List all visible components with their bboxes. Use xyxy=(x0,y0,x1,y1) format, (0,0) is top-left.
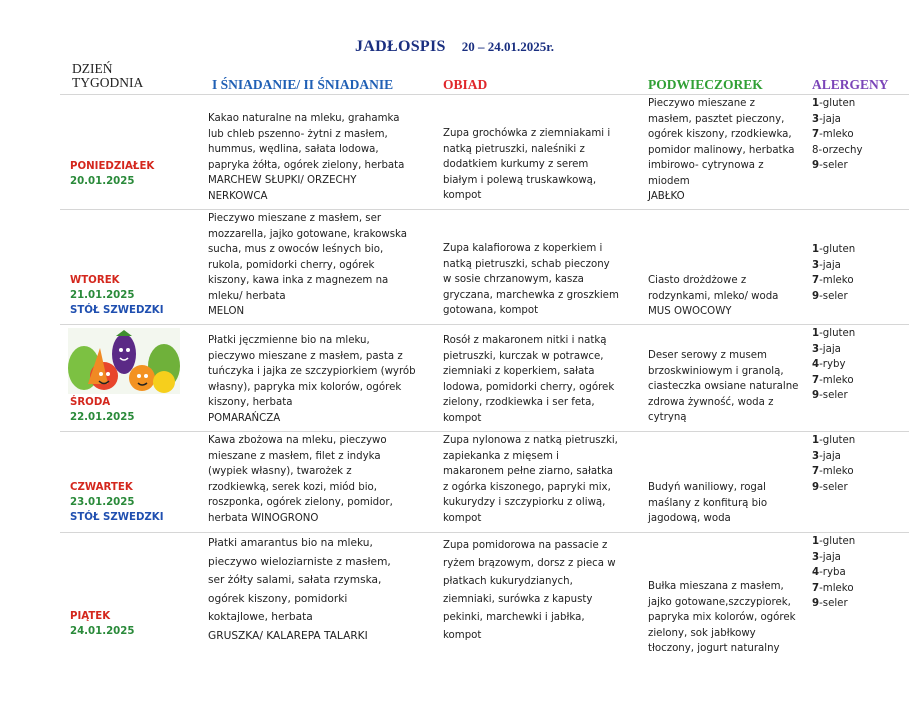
breakfast-cell xyxy=(208,333,418,426)
title-dates: 20 – 24.01.2025r. xyxy=(461,39,555,54)
menu-line: lodowa, pomidorki cherry, ogórek xyxy=(443,381,615,393)
allergen-item: 7-mleko xyxy=(812,582,854,594)
menu-line: hummus, wędlina, sałata lodowa, xyxy=(208,144,379,155)
menu-line: MELON xyxy=(208,306,245,317)
menu-line: Płatki amarantus bio na mleku, xyxy=(208,537,373,549)
table-header xyxy=(60,62,909,95)
lunch-cell xyxy=(443,333,631,426)
day-cell xyxy=(70,273,195,318)
header-day xyxy=(72,62,143,90)
menu-line: cytryną xyxy=(648,412,687,423)
allergen-item: 1-gluten xyxy=(812,98,856,109)
snack-cell xyxy=(648,579,806,657)
day-extra: STÓŁ SZWEDZKI xyxy=(70,305,164,316)
menu-line: rukola, pomidorki cherry, ogórek xyxy=(208,259,375,271)
menu-line: z ogórka kiszonego, papryki mix, xyxy=(443,481,611,493)
menu-line: Bułka mieszana z masłem, xyxy=(648,581,784,592)
allergen-item: 1-gluten xyxy=(812,435,856,446)
menu-line: MARCHEW SŁUPKI/ ORZECHY xyxy=(208,175,357,186)
allergen-item: 1-gluten xyxy=(812,536,856,547)
menu-line: Pieczywo mieszane z xyxy=(648,98,756,109)
menu-line: kompot xyxy=(443,412,482,424)
menu-line: ogórek kiszony, pomidorki xyxy=(208,592,348,605)
menu-line: ogórek kiszony, rzodkiewka, xyxy=(648,129,792,140)
menu-line: ryżem brązowym, dorsz z pieca w xyxy=(443,558,616,569)
snack-cell xyxy=(648,273,806,320)
menu-line: Zupa grochówka z ziemniakami i xyxy=(443,128,611,139)
menu-line: pomidor malinowy, herbatka xyxy=(648,144,795,156)
allergen-item: 7-mleko xyxy=(812,129,854,140)
menu-line: w sosie chrzanowym, kasza xyxy=(443,274,584,285)
menu-line: NERKOWCA xyxy=(208,190,268,202)
snack-cell xyxy=(648,480,806,527)
lunch-cell xyxy=(443,241,631,319)
menu-line: kiszony, kawa inka z magnezem na xyxy=(208,275,389,286)
menu-line: papryka żółta, ogórek zielony, herbata xyxy=(208,159,405,171)
allergen-item: 7-mleko xyxy=(812,374,854,386)
allergen-item: 9-seler xyxy=(812,390,848,401)
allergen-item: 3-jaja xyxy=(812,551,841,563)
menu-line: tuńczyka i jajka ze szczypiorkiem (wyrób xyxy=(208,366,416,377)
day-date: 21.01.2025 xyxy=(70,290,135,301)
day-row-tuesday xyxy=(60,210,909,325)
day-extra: STÓŁ SZWEDZKI xyxy=(70,512,164,523)
day-name: PIĄTEK xyxy=(70,611,111,622)
menu-line: GRUSZKA/ KALAREPA TALARKI xyxy=(208,629,368,642)
breakfast-cell xyxy=(208,111,418,204)
menu-line: Rosół z makaronem nitki i natką xyxy=(443,335,607,346)
day-cell xyxy=(70,609,195,639)
allergen-item: 9-seler xyxy=(812,598,848,609)
vegetables-illustration xyxy=(68,328,180,394)
day-name: WTOREK xyxy=(70,275,120,286)
menu-line: Budyń waniliowy, rogal xyxy=(648,482,766,493)
menu-line: masłem, pasztet pieczony, xyxy=(648,113,785,125)
allergen-item: 9-seler xyxy=(812,481,848,493)
breakfast-cell xyxy=(208,534,418,645)
menu-line: zielony, rzodkiewka i ser feta, xyxy=(443,397,595,408)
menu-line: kompot xyxy=(443,630,482,641)
menu-line: mieszane z masłem, filet z indyka xyxy=(208,450,381,462)
allergen-item: 1-gluten xyxy=(812,328,856,339)
breakfast-cell xyxy=(208,433,418,526)
menu-line: ziemniaki z koperkiem, sałata xyxy=(443,366,595,377)
allergen-item: 8-orzechy xyxy=(812,144,863,156)
allergens-cell xyxy=(812,96,902,174)
menu-line: papryka mix kolorów, ogórek xyxy=(648,612,796,623)
allergens-cell xyxy=(812,326,902,404)
menu-line: jajko gotowane,szczypiorek, xyxy=(648,596,791,608)
orange-pepper-icon xyxy=(129,365,155,391)
menu-line: rzodkiewką, serek kozi, miód bio, xyxy=(208,481,378,493)
menu-line: pieczywo wieloziarniste z masłem, xyxy=(208,555,391,568)
menu-line: Zupa kalafiorowa z koperkiem i xyxy=(443,243,603,254)
menu-line: pekinki, marchewki i jabłka, xyxy=(443,612,585,623)
menu-line: białym i polewą truskawkową, xyxy=(443,174,597,186)
day-date: 22.01.2025 xyxy=(70,412,135,423)
day-name: CZWARTEK xyxy=(70,482,133,493)
menu-line: własny), papryka mix kolorów, ogórek xyxy=(208,381,402,393)
allergens-cell xyxy=(812,534,902,612)
menu-line: roszponka, ogórek zielony, pomidor, xyxy=(208,497,393,508)
day-name: ŚRODA xyxy=(70,397,111,408)
menu-line: Ciasto drożdżowe z xyxy=(648,275,747,286)
title-main: JADŁOSPIS xyxy=(354,38,446,55)
menu-line: herbata WINOGRONO xyxy=(208,512,319,524)
allergen-item: 7-mleko xyxy=(812,275,854,286)
menu-line: ziemniaki, surówka z kapusty xyxy=(443,594,593,605)
menu-line: jagodową, woda xyxy=(648,513,731,524)
menu-line: MUS OWOCOWY xyxy=(648,306,732,317)
day-date: 24.01.2025 xyxy=(70,626,135,637)
menu-line: maślany z konfiturą bio xyxy=(648,497,768,509)
header-lunch: OBIAD xyxy=(443,77,488,92)
day-row-friday xyxy=(60,533,909,663)
menu-line: rodzynkami, mleko/ woda xyxy=(648,290,779,302)
day-row-monday xyxy=(60,95,909,210)
header-allergens: ALERGENY xyxy=(812,77,889,92)
menu-line: dodatkiem kurkumy z serem xyxy=(443,159,589,170)
menu-line: tłoczony, jogurt naturalny xyxy=(648,643,780,654)
menu-line: Kakao naturalne na mleku, grahamka xyxy=(208,113,400,124)
day-name: PONIEDZIAŁEK xyxy=(70,161,155,172)
menu-line: kompot xyxy=(443,190,482,201)
menu-line: Kawa zbożowa na mleku, pieczywo xyxy=(208,435,387,446)
day-row-thursday xyxy=(60,432,909,533)
day-cell xyxy=(70,480,195,525)
menu-line: Deser serowy z musem xyxy=(648,350,767,361)
menu-line: koktajlowe, herbata xyxy=(208,611,313,623)
day-cell xyxy=(70,159,195,189)
menu-line: brzoskwiniowym i granolą, xyxy=(648,365,784,377)
menu-line: gryczana, marchewka z groszkiem xyxy=(443,289,619,301)
menu-line: makaronem pełne ziarno, sałatka xyxy=(443,466,614,477)
header-breakfast: I ŚNIADANIE/ II ŚNIADANIE xyxy=(212,77,394,92)
allergen-item: 3-jaja xyxy=(812,259,841,271)
allergen-item: 7-mleko xyxy=(812,466,854,477)
header-snack: PODWIECZOREK xyxy=(648,77,763,92)
menu-line: mleku/ herbata xyxy=(208,290,286,302)
menu-line: kompot xyxy=(443,512,482,524)
menu-line: zapiekanka z mięsem i xyxy=(443,450,559,462)
menu-line: imbirowo- cytrynowa z xyxy=(648,160,764,171)
menu-line: miodem xyxy=(648,175,690,187)
allergen-item: 9-seler xyxy=(812,160,848,171)
menu-line: Zupa nylonowa z natką pietruszki, xyxy=(443,435,618,446)
menu-line: Pieczywo mieszane z masłem, ser xyxy=(208,213,382,224)
header-day-line2: TYGODNIA xyxy=(72,75,144,90)
day-cell xyxy=(70,395,195,425)
day-date: 23.01.2025 xyxy=(70,497,135,508)
menu-line: natką pietruszki, schab pieczony xyxy=(443,258,610,270)
menu-line: płatkach kukurydzianych, xyxy=(443,576,573,587)
allergen-item: 3-jaja xyxy=(812,113,841,125)
menu-line: POMARAŃCZA xyxy=(208,412,281,424)
lunch-cell xyxy=(443,433,631,526)
allergen-item: 4-ryby xyxy=(812,359,846,370)
menu-line: mozzarella, jajko gotowane, krakowska xyxy=(208,228,408,240)
day-date: 20.01.2025 xyxy=(70,176,135,187)
menu-line: kiszony, herbata xyxy=(208,397,293,408)
menu-line: kukurydzy i szczypiorku z oliwą, xyxy=(443,497,606,508)
lunch-cell xyxy=(443,537,631,645)
allergen-item: 4-ryba xyxy=(812,567,846,578)
menu-line: natką pietruszki, naleśniki z xyxy=(443,143,585,155)
menu-line: gotowana, kompot xyxy=(443,305,539,316)
menu-title xyxy=(0,38,909,56)
menu-line: pietruszki, kurczak w potrawce, xyxy=(443,350,604,362)
allergens-cell xyxy=(812,242,902,304)
menu-line: zdrowa żywność, woda z xyxy=(648,396,774,408)
snack-cell xyxy=(648,96,806,205)
menu-line: pieczywo mieszane z masłem, pasta z xyxy=(208,350,403,362)
header-day-line1: DZIEŃ xyxy=(72,61,113,76)
menu-line: lub chleb pszenno- żytni z masłem, xyxy=(208,128,388,140)
yellow-pepper-icon xyxy=(153,371,175,393)
menu-line: (wypiek własny), twarożek z xyxy=(208,466,352,477)
menu-line: ciasteczka owsiane naturalne xyxy=(648,381,799,392)
day-row-wednesday xyxy=(60,325,909,432)
menu-line: Zupa pomidorowa na passacie z xyxy=(443,540,608,551)
menu-line: ser żółty salami, sałata rzymska, xyxy=(208,574,382,586)
allergen-item: 9-seler xyxy=(812,290,848,302)
menu-line: sucha, mus z owoców leśnych bio, xyxy=(208,244,384,255)
allergens-cell xyxy=(812,433,902,495)
allergen-item: 1-gluten xyxy=(812,244,856,255)
allergen-item: 3-jaja xyxy=(812,450,841,462)
eggplant-icon xyxy=(112,334,136,374)
menu-line: Płatki jęczmienne bio na mleku, xyxy=(208,335,370,346)
snack-cell xyxy=(648,348,806,426)
allergen-item: 3-jaja xyxy=(812,343,841,355)
menu-line: zielony, sok jabłkowy xyxy=(648,627,756,639)
breakfast-cell xyxy=(208,211,418,320)
menu-line: JABŁKO xyxy=(648,191,685,202)
lunch-cell xyxy=(443,126,631,204)
